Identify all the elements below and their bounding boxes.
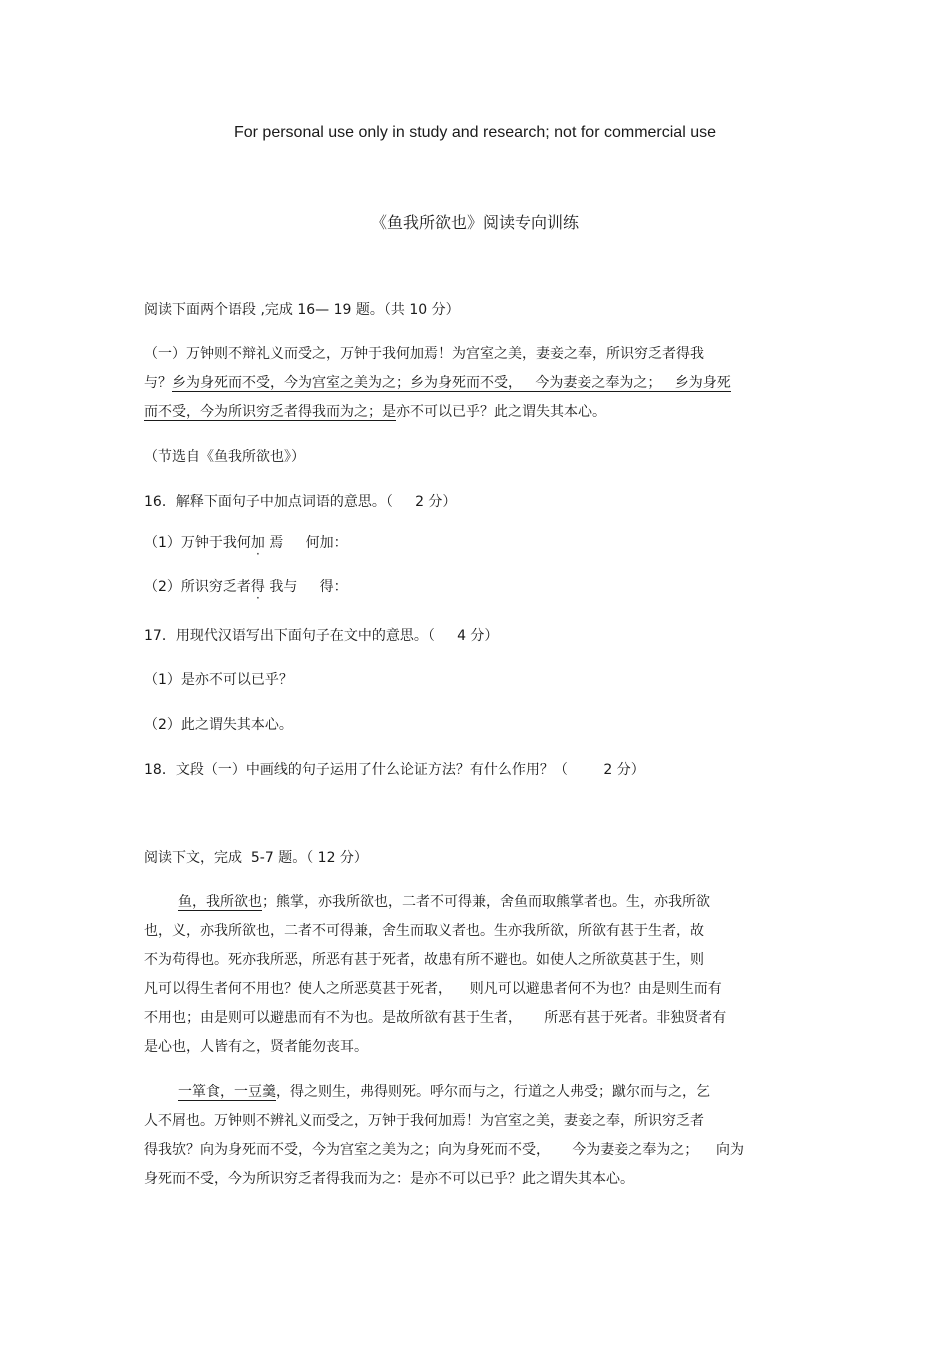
passage1-line-3 [144,403,606,421]
passage1-line-2 [144,374,731,392]
passage2-line-6: 是心也，人皆有之，贤者能勿丧耳。 [144,1039,368,1055]
copyright-notice: For personal use only in study and research; not for commercial use [233,124,716,141]
dotted-word: 得 [250,579,265,595]
passage1-text: 亦不可以已乎？此之谓失其本心。 [396,404,606,420]
question-17-item-1: （1）是亦不可以已乎？ [144,672,293,688]
passage3-line-1 [178,1083,710,1101]
underlined-sentence: 乡为身死而不受，今为宫室之美为之；乡为身死而不受， 今为妻妾之奉为之； 乡为身死 [172,375,731,391]
page-title: 《鱼我所欲也》阅读专向训练 [370,213,579,232]
question-17: 17．用现代汉语写出下面句子在文中的意思。（ 4 分） [144,628,499,644]
passage3-text: ，得之则生，弗得则死。呼尔而与之，行道之人弗受；蹴尔而与之，乞 [276,1084,710,1100]
passage2-line-1 [178,893,710,911]
question-16: 16．解释下面句子中加点词语的意思。（ 2 分） [144,494,457,510]
question-16-item-1 [144,534,348,552]
passage1-source: （节选自《鱼我所欲也》） [144,449,305,465]
passage2-line-4: 凡可以得生者何不用也？使人之所恶莫甚于死者， 则凡可以避患者何不为也？由是则生而有 [144,981,722,997]
underlined-phrase: 鱼，我所欲也 [178,894,262,910]
item-text: （2）所识穷乏者 [144,579,251,595]
question-16-item-2 [144,578,348,596]
passage2-line-5: 不用也；由是则可以避患而有不为也。是故所欲有甚于生者， 所恶有甚于死者。非独贤者有 [144,1010,727,1026]
item-text: （1）万钟于我何 [144,535,251,551]
item-text: 我与 得： [264,579,348,595]
passage3-line-4: 身死而不受，今为所识穷乏者得我而为之：是亦不可以已乎？此之谓失其本心。 [144,1171,634,1187]
passage1-text: 与？ [144,375,172,391]
question-17-item-2: （2）此之谓失其本心。 [144,717,293,733]
section2-intro: 阅读下文，完成 5-7 题。（ 12 分） [144,850,368,866]
passage2-line-2: 也，义，亦我所欲也，二者不可得兼，舍生而取义者也。生亦我所欲，所欲有甚于生者，故 [144,923,704,939]
question-18: 18．文段（一）中画线的句子运用了什么论证方法？有什么作用？（ 2 分） [144,762,645,778]
dotted-word: 加 [250,535,265,551]
passage3-line-2: 人不屑也。万钟则不辨礼义而受之，万钟于我何加焉！为宫室之美，妻妾之奉，所识穷乏者 [144,1113,704,1129]
underlined-phrase: 一箪食，一豆羹 [178,1084,276,1100]
passage3-line-3: 得我欤？向为身死而不受，今为宫室之美为之；向为身死而不受， 今为妻妾之奉为之； 向为 [144,1142,745,1158]
passage2-text: ；熊掌，亦我所欲也，二者不可得兼，舍鱼而取熊掌者也。生，亦我所欲 [262,894,710,910]
underlined-sentence: 而不受，今为所识穷乏者得我而为之；是 [144,404,396,420]
item-text: 焉 何加： [264,535,348,551]
passage1-line-1: （一）万钟则不辩礼义而受之，万钟于我何加焉！为宫室之美，妻妾之奉，所识穷乏者得我 [144,346,704,362]
passage2-line-3: 不为苟得也。死亦我所恶，所恶有甚于死者，故患有所不避也。如使人之所欲莫甚于生，则 [144,952,704,968]
section1-intro: 阅读下面两个语段 ,完成 16— 19 题。（共 10 分） [144,302,460,318]
